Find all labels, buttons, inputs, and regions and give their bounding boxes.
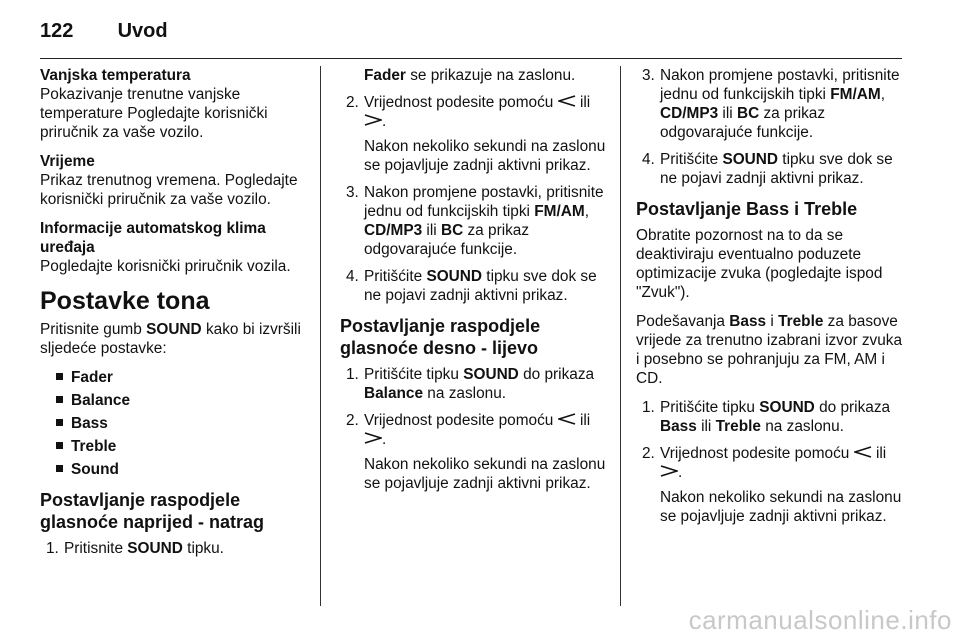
bullet-square-icon: [56, 419, 63, 426]
bass-keyword: Bass: [660, 418, 697, 435]
page-header: [40, 20, 902, 59]
step-text: ili: [718, 105, 737, 122]
step-subtext: Nakon nekoliko sekundi na zaslonu se pojavljuje zadnji aktivni prikaz.: [364, 138, 606, 174]
sound-keyword: SOUND: [759, 399, 815, 416]
step-text: ili: [579, 94, 591, 111]
step-item: [340, 183, 608, 259]
list-item-label: Balance: [71, 392, 131, 409]
list-item: [56, 460, 310, 479]
step-item: [636, 150, 904, 188]
bass-treble-heading: Postavljanje Bass i Treble: [636, 199, 858, 219]
step-item: [340, 66, 608, 85]
page-number: 122: [40, 20, 74, 42]
step-text: tipku.: [182, 540, 224, 557]
left-arrow-icon: [558, 93, 576, 112]
step-number: 2.: [346, 94, 359, 111]
paragraph-text: Podešavanja: [636, 313, 730, 330]
step-text: ili: [579, 412, 591, 429]
sound-keyword: SOUND: [463, 366, 519, 383]
step-item: [340, 267, 608, 305]
step-text: Pritišćite: [364, 268, 427, 285]
column-1: [40, 66, 310, 568]
bullet-square-icon: [56, 442, 63, 449]
fader-heading: Postavljanje raspodjele glasnoće naprijed - natrag: [40, 490, 265, 532]
step-item: 2. Vrijednost podesite pomoću ili . Nakon nekoliko sekundi na zaslonu se pojavljuje zadnji aktivni prikaz.: [340, 93, 608, 175]
time-text: Prikaz trenutnog vremena. Pogledajte korisnički priručnik za vaše vozilo.: [40, 172, 298, 208]
step-text: za prikaz odgovarajuće funkcije.: [660, 105, 826, 141]
right-arrow-icon: [660, 463, 678, 482]
step-number: 4.: [346, 268, 359, 285]
section-title: Uvod: [117, 20, 168, 42]
fader-steps-continued: [340, 66, 608, 305]
step-text: ,: [880, 86, 885, 103]
step-text: ili: [422, 222, 441, 239]
step-text: se prikazuje na zaslonu.: [405, 67, 576, 84]
right-arrow-icon: [364, 112, 382, 131]
climate-block: [40, 219, 310, 276]
climate-label: Informacije automatskog klima uređaja: [40, 220, 266, 256]
list-item: [56, 391, 310, 410]
left-arrow-icon: [558, 411, 576, 430]
step-text: na zaslonu.: [423, 385, 507, 402]
step-text: Pritišćite tipku: [660, 399, 760, 416]
step-text: Pritišćite: [660, 151, 723, 168]
bullet-square-icon: [56, 373, 63, 380]
watermark: carmanualsonline.info: [688, 605, 952, 635]
treble-keyword: Treble: [778, 313, 824, 330]
tone-intro-pre: Pritisnite gumb: [40, 321, 147, 338]
time-label: Vrijeme: [40, 153, 95, 170]
step-item: 2. Vrijednost podesite pomoću ili . Nakon nekoliko sekundi na zaslonu se pojavljuje zadnji aktivni prikaz.: [340, 411, 608, 493]
step-text: Vrijednost podesite pomoću: [364, 94, 554, 111]
list-item-label: Treble: [71, 438, 117, 455]
list-item-label: Fader: [71, 369, 113, 386]
time-block: [40, 152, 310, 209]
paragraph-text: i: [766, 313, 779, 330]
list-item-label: Bass: [71, 415, 108, 432]
right-arrow-icon: [364, 430, 382, 449]
list-item: [56, 414, 310, 433]
list-item-label: Sound: [71, 461, 119, 478]
balance-heading: Postavljanje raspodjele glasnoće desno - lijevo: [340, 316, 541, 358]
bc-keyword: BC: [736, 105, 760, 122]
paragraph-text: za basove vrijede za trenutno izabrani izvor zvuka i posebno se pohranjuju za FM, AM i CD.: [636, 313, 903, 387]
step-number: 2.: [346, 412, 359, 429]
step-number: 3.: [346, 184, 359, 201]
outside-temp-label: Vanjska temperatura: [40, 67, 191, 84]
sound-keyword: SOUND: [426, 268, 483, 285]
step-text: Nakon promjene postavki, pritisnite jednu od funkcijskih tipki: [660, 67, 900, 103]
step-number: 1.: [46, 540, 59, 557]
step-item: [340, 365, 608, 403]
step-item: [636, 398, 904, 436]
step-text: ili: [696, 418, 716, 435]
left-arrow-icon: [854, 444, 872, 463]
fmam-keyword: FM/AM: [830, 86, 881, 103]
fader-keyword: Fader: [364, 67, 406, 84]
fader-steps: [40, 539, 310, 558]
step-number: 1.: [642, 399, 655, 416]
sound-keyword: SOUND: [127, 540, 183, 557]
step-text: na zaslonu.: [760, 418, 844, 435]
treble-keyword: Treble: [715, 418, 761, 435]
step-text: Vrijednost podesite pomoću: [660, 445, 850, 462]
step-text: ili: [875, 445, 887, 462]
column-divider: [620, 66, 621, 606]
step-text: Pritišćite tipku: [364, 366, 464, 383]
tone-intro-post: kako bi izvršili sljedeće postavke:: [40, 321, 301, 357]
step-number: 3.: [642, 67, 655, 84]
cdmp3-keyword: CD/MP3: [660, 105, 719, 122]
list-item: [56, 368, 310, 387]
tone-heading: Postavke tona: [40, 287, 210, 315]
bass-treble-scope: [636, 312, 904, 388]
step-item: [636, 66, 904, 142]
step-number: 4.: [642, 151, 655, 168]
bullet-square-icon: [56, 396, 63, 403]
column-2: [340, 66, 608, 503]
sound-keyword: SOUND: [722, 151, 779, 168]
step-text: Pritisnite: [64, 540, 128, 557]
column-divider: [320, 66, 321, 606]
fmam-keyword: FM/AM: [534, 203, 585, 220]
step-text: tipku sve dok se ne pojavi zadnji aktivni prikaz.: [660, 151, 893, 187]
step-text: za prikaz odgovarajuće funkcije.: [364, 222, 530, 258]
column-3: [636, 66, 904, 536]
step-item: [40, 539, 310, 558]
balance-steps: [340, 365, 608, 493]
outside-temp-text: Pokazivanje trenutne vanjske temperature Pogledajte korisnički priručnik za vaše vozilo.: [40, 86, 268, 141]
step-number: 2.: [642, 445, 655, 462]
step-subtext: Nakon nekoliko sekundi na zaslonu se pojavljuje zadnji aktivni prikaz.: [364, 456, 606, 492]
bc-keyword: BC: [440, 222, 464, 239]
step-text: ,: [584, 203, 589, 220]
outside-temp-block: [40, 66, 310, 142]
step-item: 2. Vrijednost podesite pomoću ili . Nakon nekoliko sekundi na zaslonu se pojavljuje zadnji aktivni prikaz.: [636, 444, 904, 526]
sound-keyword: SOUND: [146, 321, 202, 338]
tone-intro: [40, 320, 310, 358]
step-text: do prikaza: [518, 366, 595, 383]
step-text: tipku sve dok se ne pojavi zadnji aktivni prikaz.: [364, 268, 597, 304]
tone-options-list: [56, 368, 310, 479]
step-text: do prikaza: [814, 399, 891, 416]
step-subtext: Nakon nekoliko sekundi na zaslonu se pojavljuje zadnji aktivni prikaz.: [660, 489, 902, 525]
list-item: [56, 437, 310, 456]
bullet-square-icon: [56, 465, 63, 472]
step-text: Vrijednost podesite pomoću: [364, 412, 554, 429]
cdmp3-keyword: CD/MP3: [364, 222, 423, 239]
bass-treble-steps: [636, 398, 904, 526]
balance-steps-continued: [636, 66, 904, 188]
step-text: Nakon promjene postavki, pritisnite jednu od funkcijskih tipki: [364, 184, 604, 220]
bass-keyword: Bass: [729, 313, 767, 330]
climate-text: Pogledajte korisnički priručnik vozila.: [40, 258, 291, 275]
balance-keyword: Balance: [364, 385, 424, 402]
bass-treble-note: Obratite pozornost na to da se deaktiviraju eventualno poduzete optimizacije zvuka (pogledajte ispod "Zvuk").: [636, 227, 883, 301]
step-number: 1.: [346, 366, 359, 383]
